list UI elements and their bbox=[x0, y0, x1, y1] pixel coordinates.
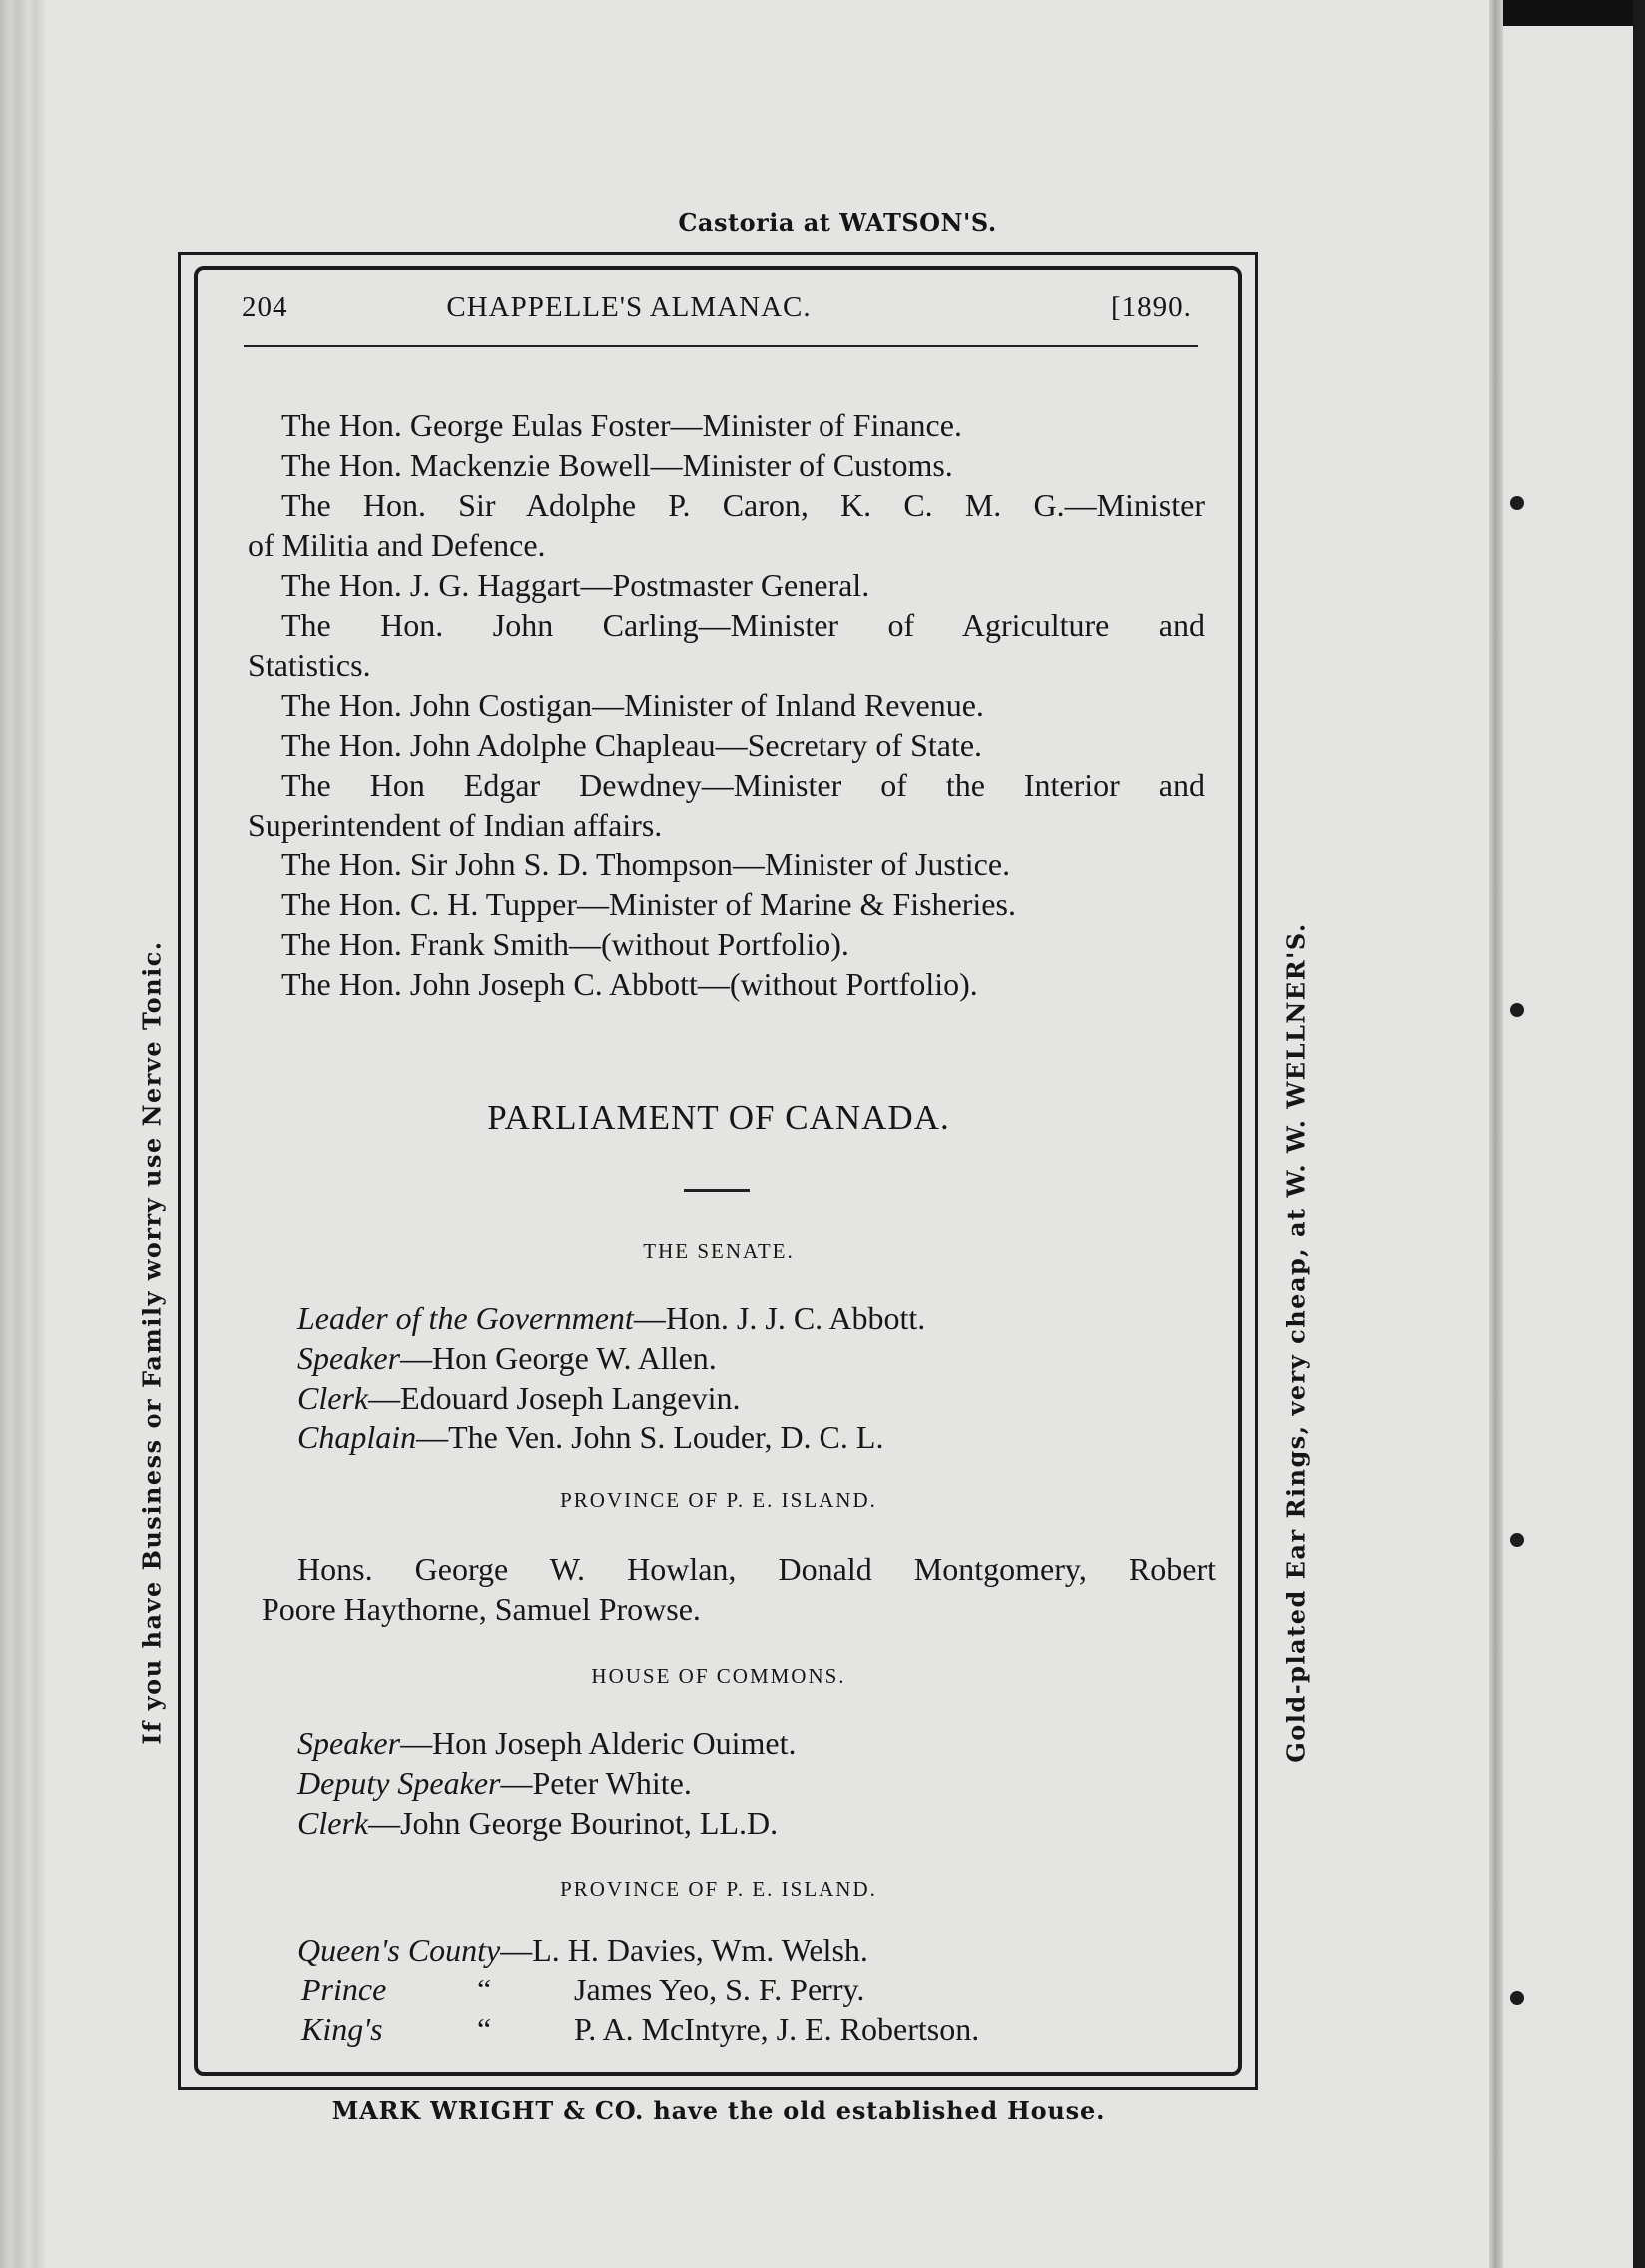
commons-province-heading: PROVINCE OF P. E. ISLAND. bbox=[560, 1877, 877, 1901]
county-name: King's bbox=[301, 2011, 383, 2047]
senators-line-continued: Poore Haythorne, Samuel Prowse. bbox=[262, 1591, 701, 1627]
senate-role: Leader of the Government bbox=[297, 1300, 634, 1336]
county-members: P. A. McIntyre, J. E. Robertson. bbox=[574, 2011, 980, 2047]
ditto-mark: “ bbox=[477, 1972, 492, 2007]
county-members: —L. H. Davies, Wm. Welsh. bbox=[500, 1932, 868, 1968]
running-title: CHAPPELLE'S ALMANAC. bbox=[446, 291, 812, 323]
senate-entry bbox=[297, 1378, 740, 1418]
senate-province-heading: PROVINCE OF P. E. ISLAND. bbox=[560, 1488, 877, 1512]
commons-name: —Hon Joseph Alderic Ouimet. bbox=[400, 1725, 797, 1761]
minister-line: The Hon. Frank Smith—(without Portfolio). bbox=[281, 926, 849, 962]
section-rule bbox=[684, 1189, 750, 1192]
minister-line-continued: of Militia and Defence. bbox=[248, 527, 546, 563]
county-row bbox=[297, 1930, 868, 1970]
bottom-advertisement: MARK WRIGHT & CO. have the old established House. bbox=[331, 2096, 1106, 2125]
senate-name: —Hon George W. Allen. bbox=[400, 1340, 717, 1376]
minister-line-continued: Superintendent of Indian affairs. bbox=[248, 807, 663, 843]
binding-hole bbox=[1510, 1991, 1524, 2005]
scan-border-top bbox=[1503, 0, 1633, 26]
right-advertisement: Gold-plated Ear Rings, very cheap, at W. W. WELLNER'S. bbox=[1281, 922, 1311, 1763]
senate-name: —Edouard Joseph Langevin. bbox=[368, 1380, 741, 1416]
commons-role: Speaker bbox=[297, 1725, 401, 1761]
senate-name: —Hon. J. J. C. Abbott. bbox=[633, 1300, 926, 1336]
minister-line: The Hon. John Adolphe Chapleau—Secretary of State. bbox=[281, 727, 983, 763]
header-rule bbox=[244, 345, 1198, 347]
senate-name: —The Ven. John S. Louder, D. C. L. bbox=[416, 1419, 884, 1455]
county-members: James Yeo, S. F. Perry. bbox=[574, 1972, 865, 2007]
senators-line: Hons. George W. Howlan, Donald Montgomery, Robert bbox=[297, 1551, 1216, 1587]
page-number: 204 bbox=[242, 291, 288, 323]
minister-line: The Hon. John Carling—Minister of Agriculture and bbox=[281, 607, 1205, 643]
county-name: Prince bbox=[301, 1972, 387, 2007]
minister-line: The Hon. Sir John S. D. Thompson—Minister of Justice. bbox=[281, 847, 1011, 882]
commons-entry bbox=[297, 1723, 796, 1763]
senate-role: Speaker bbox=[297, 1340, 401, 1376]
book-gutter bbox=[1489, 0, 1503, 2268]
parliament-heading: PARLIAMENT OF CANADA. bbox=[487, 1098, 950, 1137]
commons-role: Clerk bbox=[297, 1805, 369, 1841]
minister-line: The Hon Edgar Dewdney—Minister of the Interior and bbox=[281, 767, 1205, 803]
county-name: Queen's County bbox=[297, 1932, 501, 1968]
binding-hole bbox=[1510, 1003, 1524, 1017]
facing-page-edge bbox=[1503, 0, 1633, 2268]
senate-role: Clerk bbox=[297, 1380, 369, 1416]
left-advertisement: If you have Business or Family worry use Nerve Tonic. bbox=[137, 940, 167, 1745]
running-year: [1890. bbox=[1111, 291, 1192, 323]
minister-line: The Hon. Mackenzie Bowell—Minister of Customs. bbox=[281, 447, 953, 483]
ditto-mark: “ bbox=[477, 2011, 492, 2047]
minister-line-continued: Statistics. bbox=[248, 647, 371, 683]
minister-line: The Hon. John Joseph C. Abbott—(without Portfolio). bbox=[281, 966, 978, 1002]
minister-line: The Hon. C. H. Tupper—Minister of Marine & Fisheries. bbox=[281, 886, 1016, 922]
minister-line: The Hon. George Eulas Foster—Minister of Finance. bbox=[281, 407, 962, 443]
minister-line: The Hon. Sir Adolphe P. Caron, K. C. M. G.—Minister bbox=[281, 487, 1205, 523]
senate-entry bbox=[297, 1338, 717, 1378]
binding-hole bbox=[1510, 1533, 1524, 1547]
commons-name: —John George Bourinot, LL.D. bbox=[368, 1805, 779, 1841]
senate-role: Chaplain bbox=[297, 1419, 417, 1455]
commons-role: Deputy Speaker bbox=[297, 1765, 501, 1801]
scan-border bbox=[1633, 0, 1645, 2268]
commons-entry bbox=[297, 1763, 692, 1803]
commons-name: —Peter White. bbox=[500, 1765, 692, 1801]
senate-entry bbox=[297, 1418, 883, 1457]
senate-heading: THE SENATE. bbox=[643, 1239, 795, 1263]
minister-line: The Hon. J. G. Haggart—Postmaster General. bbox=[281, 567, 870, 603]
commons-heading: HOUSE OF COMMONS. bbox=[591, 1664, 846, 1688]
commons-entry bbox=[297, 1803, 778, 1843]
senate-entry bbox=[297, 1298, 925, 1338]
binding-hole bbox=[1510, 496, 1524, 510]
minister-line: The Hon. John Costigan—Minister of Inland Revenue. bbox=[281, 687, 984, 723]
top-advertisement: Castoria at WATSON'S. bbox=[678, 208, 997, 237]
